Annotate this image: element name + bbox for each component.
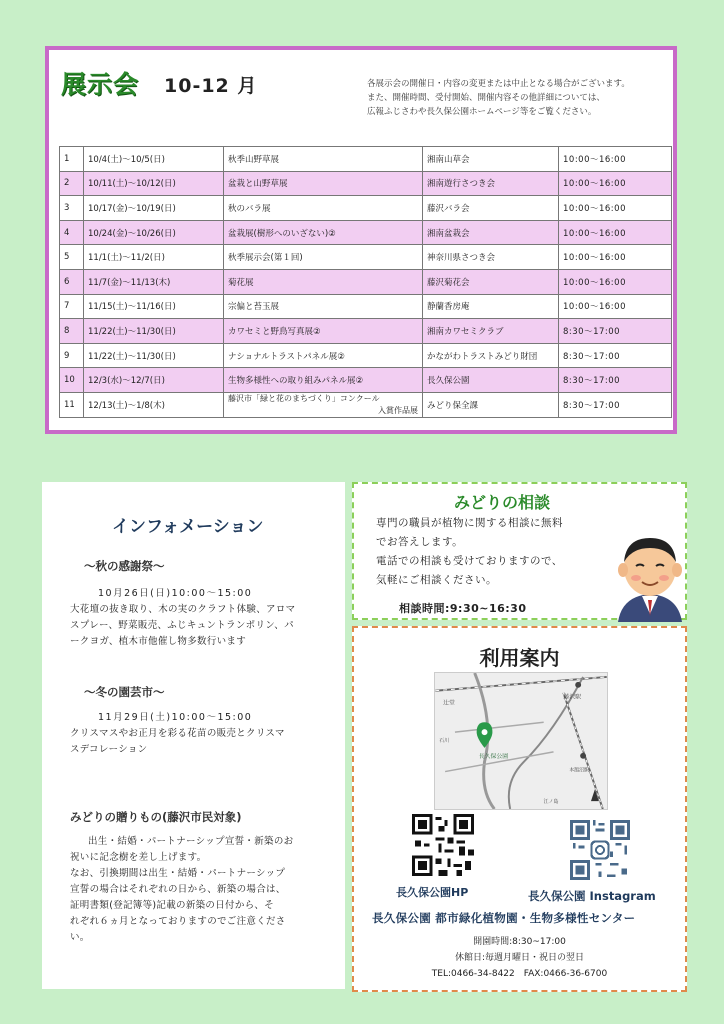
usage-title: 利用案内 — [479, 646, 560, 670]
consult-line: 専門の職員が植物に関する相談に無料 — [376, 517, 563, 529]
festival-heading: ～秋の感謝祭～ — [84, 559, 165, 573]
row-date: 10/17(金)～10/19(日) — [84, 196, 224, 221]
information-title: インフォメーション — [112, 517, 264, 537]
row-number: 2 — [60, 171, 84, 196]
row-date: 11/22(土)～11/30(日) — [84, 343, 224, 368]
row-time: 10:00～16:00 — [559, 171, 672, 196]
center-name: 長久保公園 都市緑化植物園・生物多様性センター — [372, 911, 636, 925]
gift-heading: みどりの贈りもの(藤沢市民対象) — [70, 810, 242, 824]
row-date: 12/13(土)～1/8(木) — [84, 392, 224, 417]
consult-line: 気軽にご相談ください。 — [376, 574, 497, 586]
row-name: 盆栽と山野草展 — [224, 171, 423, 196]
gift-line: い。 — [70, 932, 90, 943]
row-time: 10:00～16:00 — [559, 196, 672, 221]
winter-heading: ～冬の園芸市～ — [84, 685, 165, 699]
row-date: 11/7(金)～11/13(木) — [84, 269, 224, 294]
row-organizer: 藤沢菊花会 — [423, 269, 559, 294]
map-label-park: 長久保公園 — [478, 753, 509, 760]
gift-line: れぞれ６ヵ月となっておりますのでご注意くださ — [70, 916, 286, 927]
homepage-qr-icon[interactable] — [412, 814, 474, 876]
row-organizer: 静蘭香房庵 — [423, 294, 559, 319]
exhibition-period: 10-12 月 — [164, 75, 258, 97]
row-date: 11/15(土)～11/16(日) — [84, 294, 224, 319]
row-time: 10:00～16:00 — [559, 220, 672, 245]
row-time: 8:30～17:00 — [559, 319, 672, 344]
row-name: 菊花展 — [224, 269, 423, 294]
row-organizer: 長久保公園 — [423, 368, 559, 393]
row-organizer: 湘南カワセミクラブ — [423, 319, 559, 344]
row-date: 11/22(土)～11/30(日) — [84, 319, 224, 344]
exhibition-row — [60, 294, 672, 319]
festival-line: 大花壇の抜き取り、木の実のクラフト体験、アロマ — [70, 604, 296, 615]
row-name: 生物多様性への取り組みパネル展② — [224, 368, 423, 393]
festival-line: スプレー、野菜販売、ふじキュントランポリン、パ — [70, 620, 294, 631]
row-time: 10:00～16:00 — [559, 294, 672, 319]
row-time: 8:30～17:00 — [559, 368, 672, 393]
exhibition-table — [59, 146, 672, 418]
festival-time: 10月26日(日)10:00～15:00 — [98, 588, 253, 599]
instagram-label[interactable]: 長久保公園 Instagram — [528, 889, 656, 903]
exhibition-row — [60, 368, 672, 393]
consultation-text — [376, 514, 626, 590]
consultation-panel — [352, 482, 687, 620]
exhibition-row — [60, 343, 672, 368]
row-name: カワセミと野鳥写真展② — [224, 319, 423, 344]
row-name: 宗偏と苔玉展 — [224, 294, 423, 319]
row-number: 3 — [60, 196, 84, 221]
information-panel — [42, 482, 345, 989]
consultation-time: 相談時間:9:30~16:30 — [399, 602, 527, 615]
consultation-title: みどりの相談 — [454, 493, 551, 512]
row-number: 8 — [60, 319, 84, 344]
map-label-tsujido: 辻堂 — [443, 700, 455, 707]
map-label-ishikawa: 石川 — [439, 737, 450, 744]
festival-line: ークヨガ、植木市他催し物多数行います — [70, 636, 247, 647]
row-date: 10/4(土)～10/5(日) — [84, 147, 224, 172]
winter-line: スデコレーション — [70, 744, 148, 755]
row-number: 5 — [60, 245, 84, 270]
winter-body — [70, 710, 285, 758]
opening-hours: 開園時間:8:30~17:00 — [473, 937, 566, 947]
consult-line: でお答えします。 — [376, 536, 464, 548]
usage-panel — [352, 626, 687, 992]
row-number: 9 — [60, 343, 84, 368]
row-number: 6 — [60, 269, 84, 294]
row-time: 10:00～16:00 — [559, 245, 672, 270]
winter-time: 11月29日(土)10:00～15:00 — [98, 712, 253, 723]
exhibition-row — [60, 196, 672, 221]
row-name-line: 入賞作品展 — [378, 405, 418, 415]
gift-line: なお、引換期間は出生・結婚・パートナーシップ — [70, 868, 286, 879]
gift-line: 宣誓の場合はそれぞれの日から、新築の場合は、 — [70, 884, 286, 895]
row-time: 8:30～17:00 — [559, 343, 672, 368]
row-name: 盆栽展(樹形へのいざない)② — [224, 220, 423, 245]
row-date: 11/1(土)～11/2(日) — [84, 245, 224, 270]
gift-body — [70, 834, 293, 946]
exhibition-notes — [367, 77, 667, 119]
exhibition-row — [60, 319, 672, 344]
row-time: 8:30～17:00 — [559, 392, 672, 417]
gift-line: 祝いに記念樹を差し上げます。 — [70, 852, 207, 863]
row-organizer: みどり保全課 — [423, 392, 559, 417]
row-number: 4 — [60, 220, 84, 245]
row-organizer: 藤沢バラ会 — [423, 196, 559, 221]
row-date: 12/3(水)～12/7(日) — [84, 368, 224, 393]
row-organizer: 湘南遊行さつき会 — [423, 171, 559, 196]
exhibition-title: 展示会 — [61, 70, 140, 99]
exhibition-row — [60, 245, 672, 270]
row-organizer: かながわトラストみどり財団 — [423, 343, 559, 368]
row-date: 10/24(金)～10/26(日) — [84, 220, 224, 245]
contact-info: TEL:0466-34-8422 FAX:0466-36-6700 — [431, 969, 608, 979]
winter-line: クリスマスやお正月を彩る花苗の販売とクリスマ — [70, 728, 285, 739]
row-name: 秋のバラ展 — [224, 196, 423, 221]
staff-avatar-icon — [612, 534, 688, 622]
exhibition-panel — [45, 46, 677, 434]
exhibition-row — [60, 147, 672, 172]
access-map — [434, 672, 608, 810]
consult-line: 電話での相談も受けておりますので、 — [376, 555, 563, 567]
gift-line: 出生・結婚・パートナーシップ宣誓・新築のお — [88, 836, 294, 847]
row-organizer: 湘南山草会 — [423, 147, 559, 172]
gift-line: 証明書類(登記簿等)記載の新築の日付から、そ — [70, 900, 275, 911]
row-time: 10:00～16:00 — [559, 147, 672, 172]
row-organizer: 湘南盆栽会 — [423, 220, 559, 245]
map-label-station: 藤沢駅 — [563, 694, 582, 701]
row-name: 秋季展示会(第１回) — [224, 245, 423, 270]
row-number: 10 — [60, 368, 84, 393]
note-line: 各展示会の開催日・内容の変更または中止となる場合がございます。 — [367, 79, 630, 89]
map-label-enoshima: 江ノ島 — [543, 799, 559, 806]
note-line: また、開催時間、受付開始、開催内容その他詳細については、 — [367, 93, 605, 103]
row-number: 11 — [60, 392, 84, 417]
festival-body — [70, 586, 296, 650]
row-name-line: 藤沢市「緑と花のまちづくり」コンクール — [228, 393, 380, 403]
row-organizer: 神奈川県さつき会 — [423, 245, 559, 270]
row-number: 7 — [60, 294, 84, 319]
row-time: 10:00～16:00 — [559, 269, 672, 294]
exhibition-row — [60, 392, 672, 417]
row-name: 秋季山野草展 — [224, 147, 423, 172]
row-date: 10/11(土)～10/12(日) — [84, 171, 224, 196]
row-name — [224, 392, 423, 417]
row-number: 1 — [60, 147, 84, 172]
closed-days: 休館日:毎週月曜日・祝日の翌日 — [454, 953, 585, 963]
exhibition-row — [60, 220, 672, 245]
exhibition-row — [60, 269, 672, 294]
homepage-label[interactable]: 長久保公園HP — [396, 886, 469, 899]
exhibition-row — [60, 171, 672, 196]
note-line: 広報ふじさわや長久保公園ホームページ等をご覧ください。 — [367, 107, 597, 117]
instagram-qr-icon[interactable] — [570, 820, 630, 880]
row-name: ナショナルトラストパネル展② — [224, 343, 423, 368]
map-label-honkugenuma: 本鵠沼駅 — [569, 767, 589, 774]
